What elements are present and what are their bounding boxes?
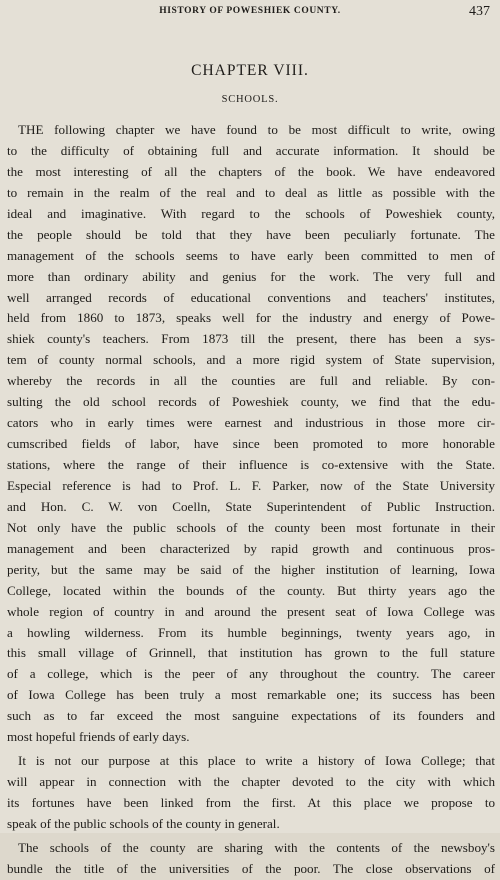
text-line: will appear in connection with the chapter devoted to the city with which: [7, 774, 495, 790]
page-number: 437: [469, 4, 490, 19]
text-line: sulting the old school records of Poweshiek county, we find that the edu-: [7, 394, 495, 410]
text-line: whole region of country in and around the present seat of Iowa College was: [7, 603, 495, 619]
text-line: to the difficulty of obtaining full and accurate information. It should be: [7, 142, 495, 158]
text-line: THE following chapter we have found to be most difficult to write, owing: [18, 122, 495, 137]
chapter-title: CHAPTER VIII.: [191, 62, 309, 79]
text-line: most hopeful friends of early days.: [7, 729, 190, 745]
text-line: well arranged records of educational conventions and teachers' institutes,: [7, 289, 495, 305]
text-line: tem of county normal schools, and a more rigid system of State supervision,: [7, 352, 495, 368]
text-line: shiek county's teachers. From 1873 till the present, there has been a sys-: [7, 331, 495, 347]
section-title: SCHOOLS.: [221, 94, 279, 105]
text-line: of a college, which is the peer of any throughout the country. The career: [7, 666, 495, 682]
text-line: to remain in the realm of the real and to deal as little as possible with the: [7, 184, 495, 200]
text-line: Not only have the public schools of the county been most fortunate in their: [7, 519, 495, 535]
text-line: College, located within the bounds of the county. But thirty years ago the: [7, 582, 495, 598]
text-line: bundle the title of the universities of the poor. The close observations of: [7, 860, 495, 876]
running-head: [0, 6, 500, 22]
paragraph: [7, 120, 495, 748]
text-line: cumscribed fields of labor, have since been promoted to more honorable: [7, 436, 495, 452]
text-line: a howling wilderness. From its humble beginnings, twenty years ago, in: [7, 624, 495, 640]
running-title: HISTORY OF POWESHIEK COUNTY.: [159, 6, 341, 16]
text-line: such as to far exceed the most sanguine expectations of its founders and: [7, 708, 495, 724]
paragraph: [7, 751, 495, 835]
text-line: ideal and imaginative. With regard to the schools of Poweshiek county,: [7, 205, 495, 221]
paragraph: [7, 838, 495, 880]
text-line: perity, but the same may be said of the higher institution of learning, Iowa: [7, 561, 495, 577]
text-line: its fortunes have been linked from the first. At this place we propose to: [7, 795, 495, 810]
text-line: speak of the public schools of the county in general.: [7, 815, 280, 831]
text-line: It is not our purpose at this place to write a history of Iowa College; that: [18, 753, 495, 769]
text-line: of Iowa College has been truly a most remarkable one; its success has been: [7, 687, 495, 703]
text-line: The schools of the county are sharing with the contents of the newsboy's: [18, 839, 495, 855]
text-line: whereby the records in all the counties are full and reliable. By con-: [7, 373, 495, 389]
text-line: this small village of Grinnell, that institution has grown to the full stature: [7, 645, 495, 661]
text-line: stations, where the range of their influence is co-extensive with the State.: [7, 457, 495, 472]
body-text: [7, 120, 495, 880]
text-line: the most interesting of all the chapters of the book. We have endeavored: [7, 163, 495, 179]
text-line: cators who in early times were earnest and industrious in those more cir-: [7, 415, 495, 431]
text-line: management and been characterized by rapid growth and continuous pros-: [7, 540, 495, 556]
text-line: Especial reference is had to Prof. L. F. Parker, now of the State University: [7, 477, 495, 493]
text-line: the people should be told that they have been peculiarly fortunate. The: [7, 226, 495, 242]
text-line: and Hon. C. W. von Coelln, State Superintendent of Public Instruction.: [7, 498, 495, 514]
text-line: management of the schools seems to have early been committed to men of: [7, 247, 495, 263]
text-line: held from 1860 to 1873, speaks well for the industry and energy of Powe-: [7, 310, 495, 326]
text-line: more than ordinary ability and genius for the work. The very full and: [7, 268, 495, 284]
